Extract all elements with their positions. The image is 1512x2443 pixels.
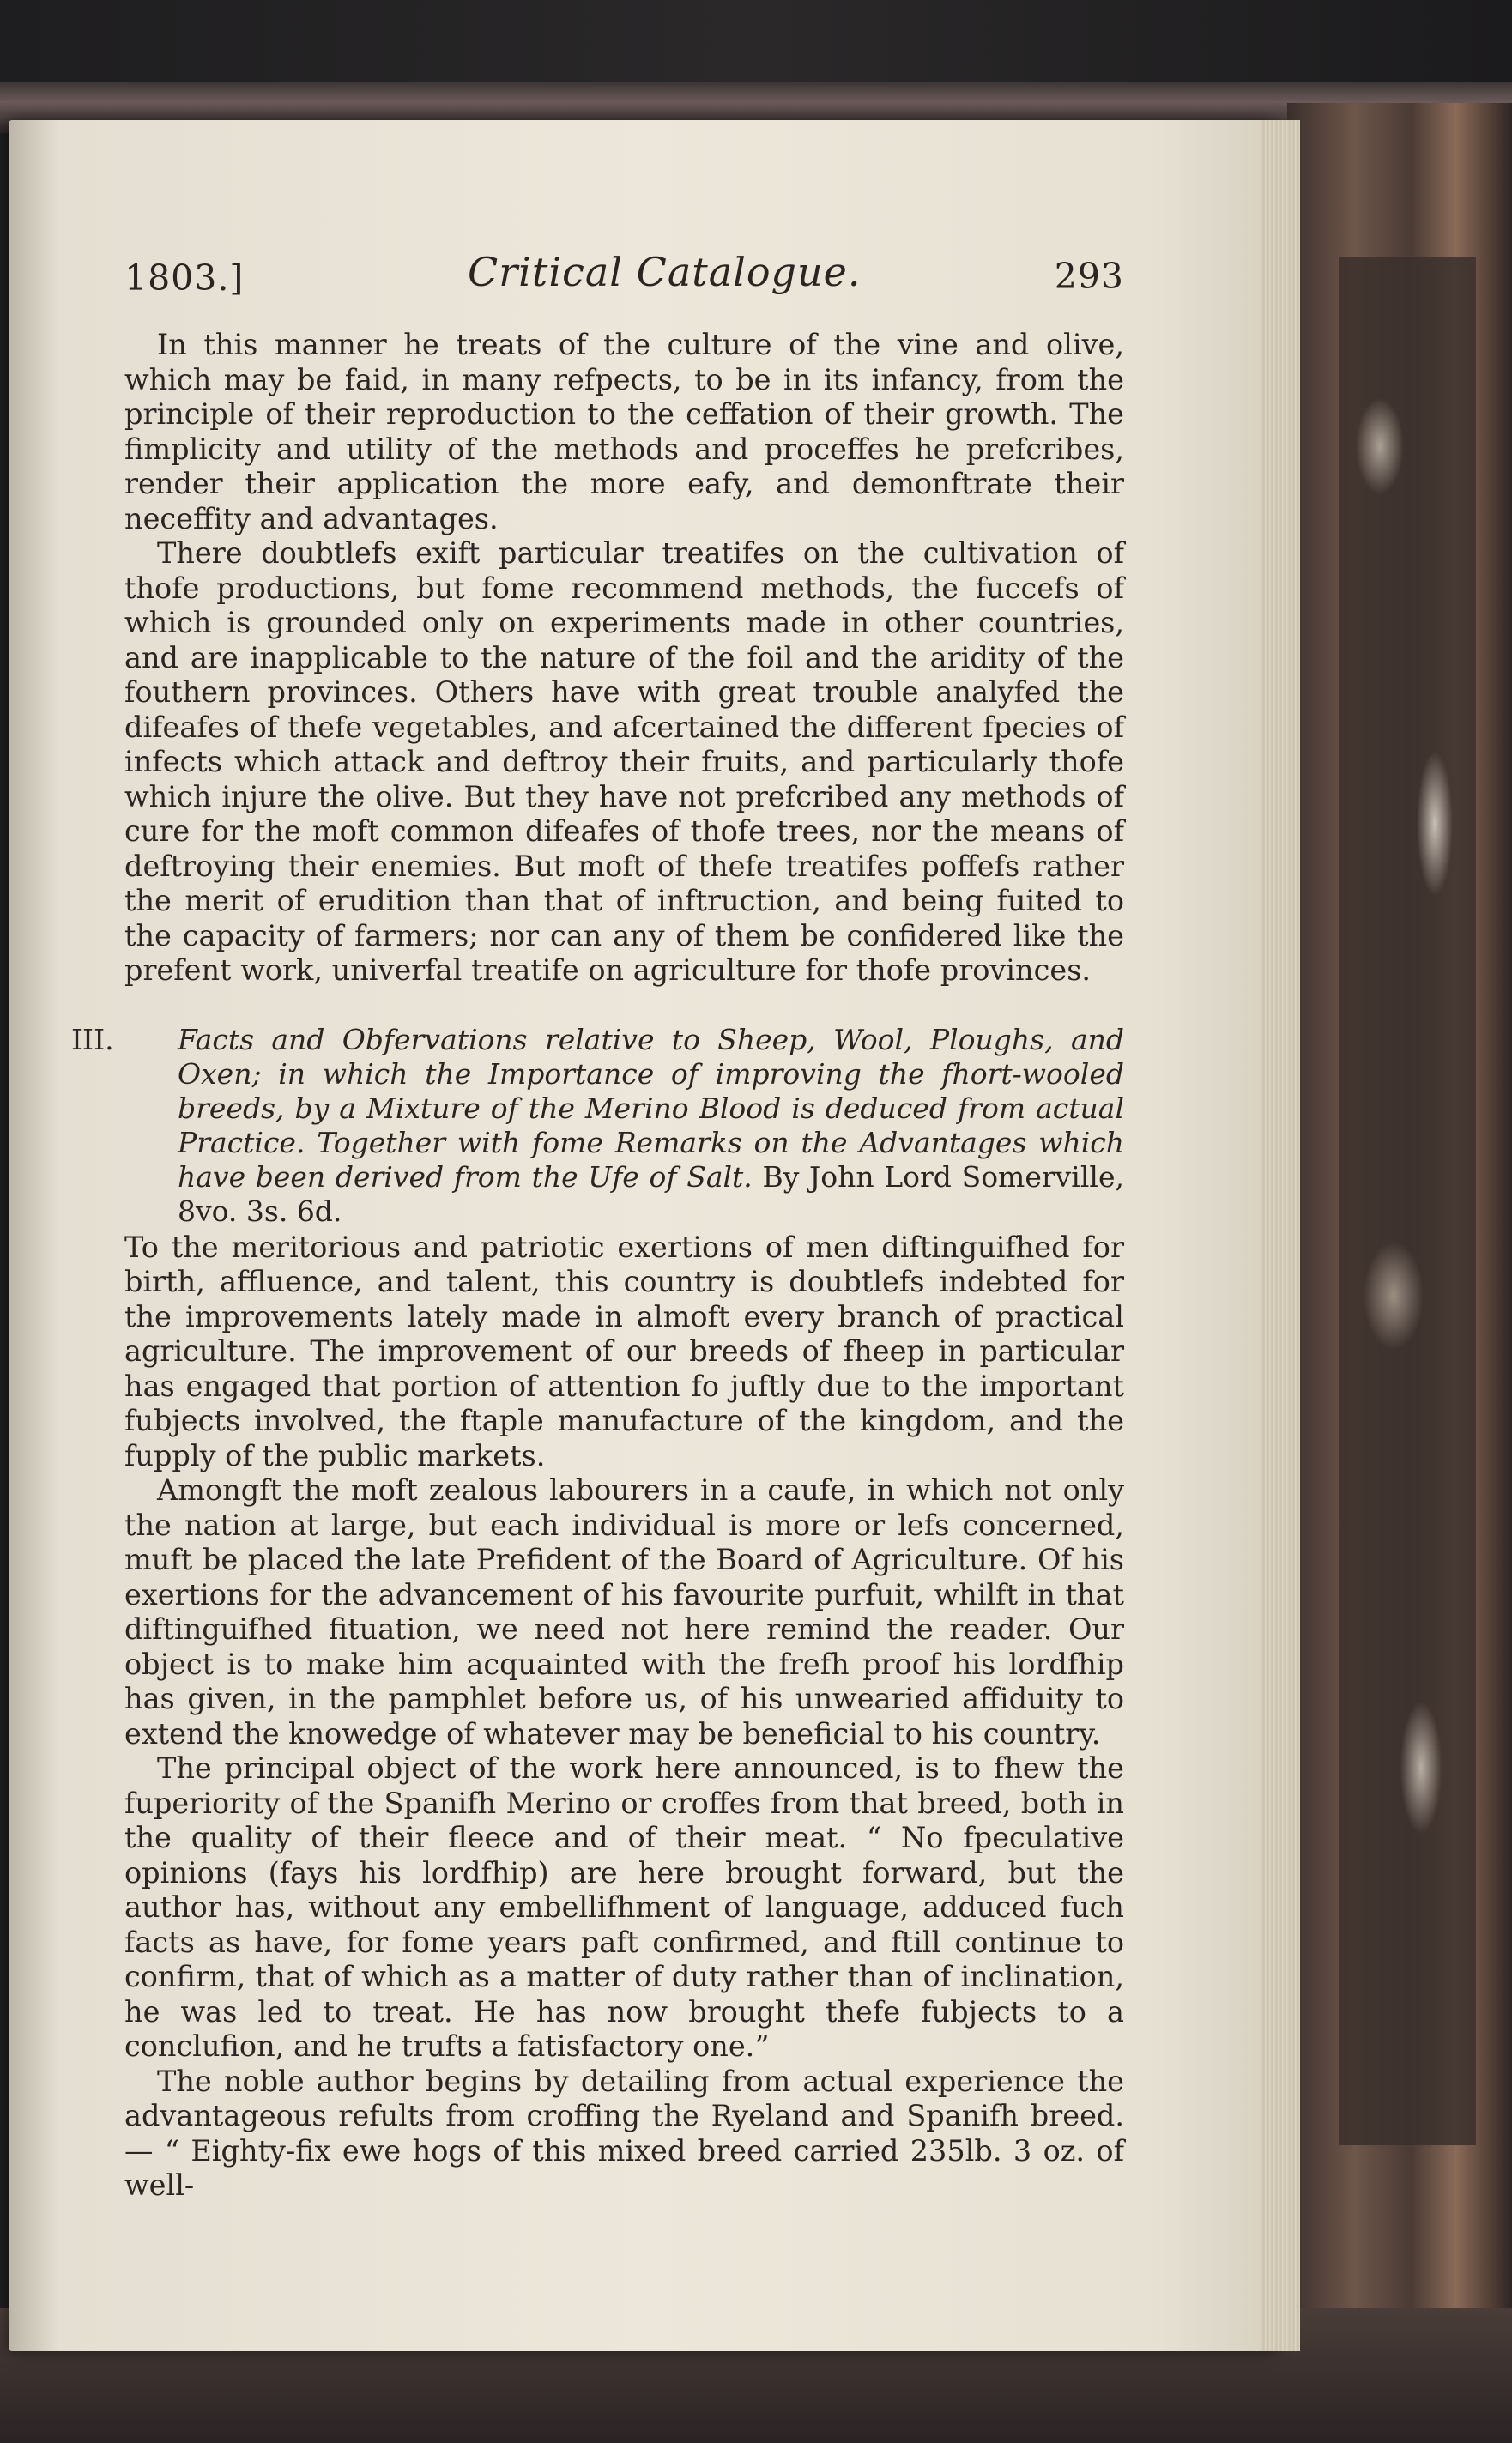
body-text [124,328,1124,989]
paragraph: To the meritorious and patriotic exertions of men diftinguifhed for birth, affluence, and talent, this country is doubtlefs indebted for the improvements lately made in almoft every branch of practical agriculture. The improvement of our breeds of fheep in particular has engaged that portion of attention fo juftly due to the important fubjects involved, the ftaple manufacture of the kingdom, and the fupply of the public markets. [124,1230,1124,1472]
marbled-cover [1339,257,1476,2145]
paragraph: Amongft the moft zealous labourers in a caufe, in which not only the nation at large, but each individual is more or lefs concerned, muft be placed the late Prefident of the Board of Agriculture. Of his exertions for the advancement of his favourite purfuit, whilft in that diftinguifhed fituation, we need not here remind the reader. Our object is to make him acquainted with the frefh proof his lordfhip has given, in the pamphlet before us, of his unwearied affiduity to extend the knowedge of whatever may be beneficial to his country. [124,1473,1124,1751]
entry-number: III. [71,1022,114,1056]
running-head [124,249,1124,309]
page-content [71,249,1124,2204]
paragraph: The principal object of the work here announced, is to fhew the fuperiority of the Spanifh Merino or croffes from that breed, both in the quality of their fleece and of their meat. “ No fpeculative opinions (fays his lordfhip) are here brought forward, but the author has, without any embellifhment of language, adduced fuch facts as have, for fome years paft confirmed, and ftill continue to confirm, that of which as a matter of duty rather than of inclination, he was led to treat. He has now brought thefe fubjects to a conclufion, and he trufts a fatisfactory one.” [124,1751,1124,2063]
paragraph: In this manner he treats of the culture of the vine and olive, which may be faid, in many refpects, to be in its infancy, from the principle of their reproduction to the ceffation of their growth. The fimplicity and utility of the methods and proceffes he prefcribes, render their application the more eafy, and demonftrate their neceffity and advantages. [124,328,1124,535]
entry-title: Facts and Obfervations relative to Sheep, Wool, Ploughs, and Oxen; in which the Importance of improving the fhort-wooled breeds, by a Mixture of the Merino Blood is deduced from actual Practice. Together with fome Remarks on the Advantages which have been derived from the Ufe of Salt. [178,1022,1124,1194]
running-head-title: Critical Catalogue. [468,249,862,295]
catalogue-entry [71,1022,1124,2204]
entry-heading [71,1022,1124,1229]
paragraph: There doubtlefs exift particular treatifes on the cultivation of thofe productions, but fome recommend methods, the fuccefs of which is grounded only on experiments made in other countries, and are inapplicable to the nature of the foil and the aridity of the fouthern provinces. Others have with great trouble analyfed the difeafes of thefe vegetables, and afcertained the different fpecies of infects which attack and deftroy their fruits, and particularly thofe which injure the olive. But they have not prefcribed any methods of cure for the moft common difeafes of thofe trees, nor the means of deftroying their enemies. But moft of thefe treatifes poffefs rather the merit of erudition than that of inftruction, and being fuited to the capacity of farmers; nor can any of them be confidered like the prefent work, univerfal treatife on agriculture for thofe provinces. [124,536,1124,987]
paragraph: The noble author begins by detailing from actual experience the advantageous refults from croffing the Ryeland and Spanifh breed.— “ Eighty-fix ewe hogs of this mixed breed carried 235lb. 3 oz. of well- [124,2064,1124,2202]
entry-byline: By John Lord Somerville, 8vo. 3s. 6d. [178,1159,1124,1228]
entry-body [124,1231,1124,2204]
page-edges [1261,120,1300,2351]
page-number: 293 [1054,256,1124,297]
running-head-year: 1803.] [124,257,245,299]
